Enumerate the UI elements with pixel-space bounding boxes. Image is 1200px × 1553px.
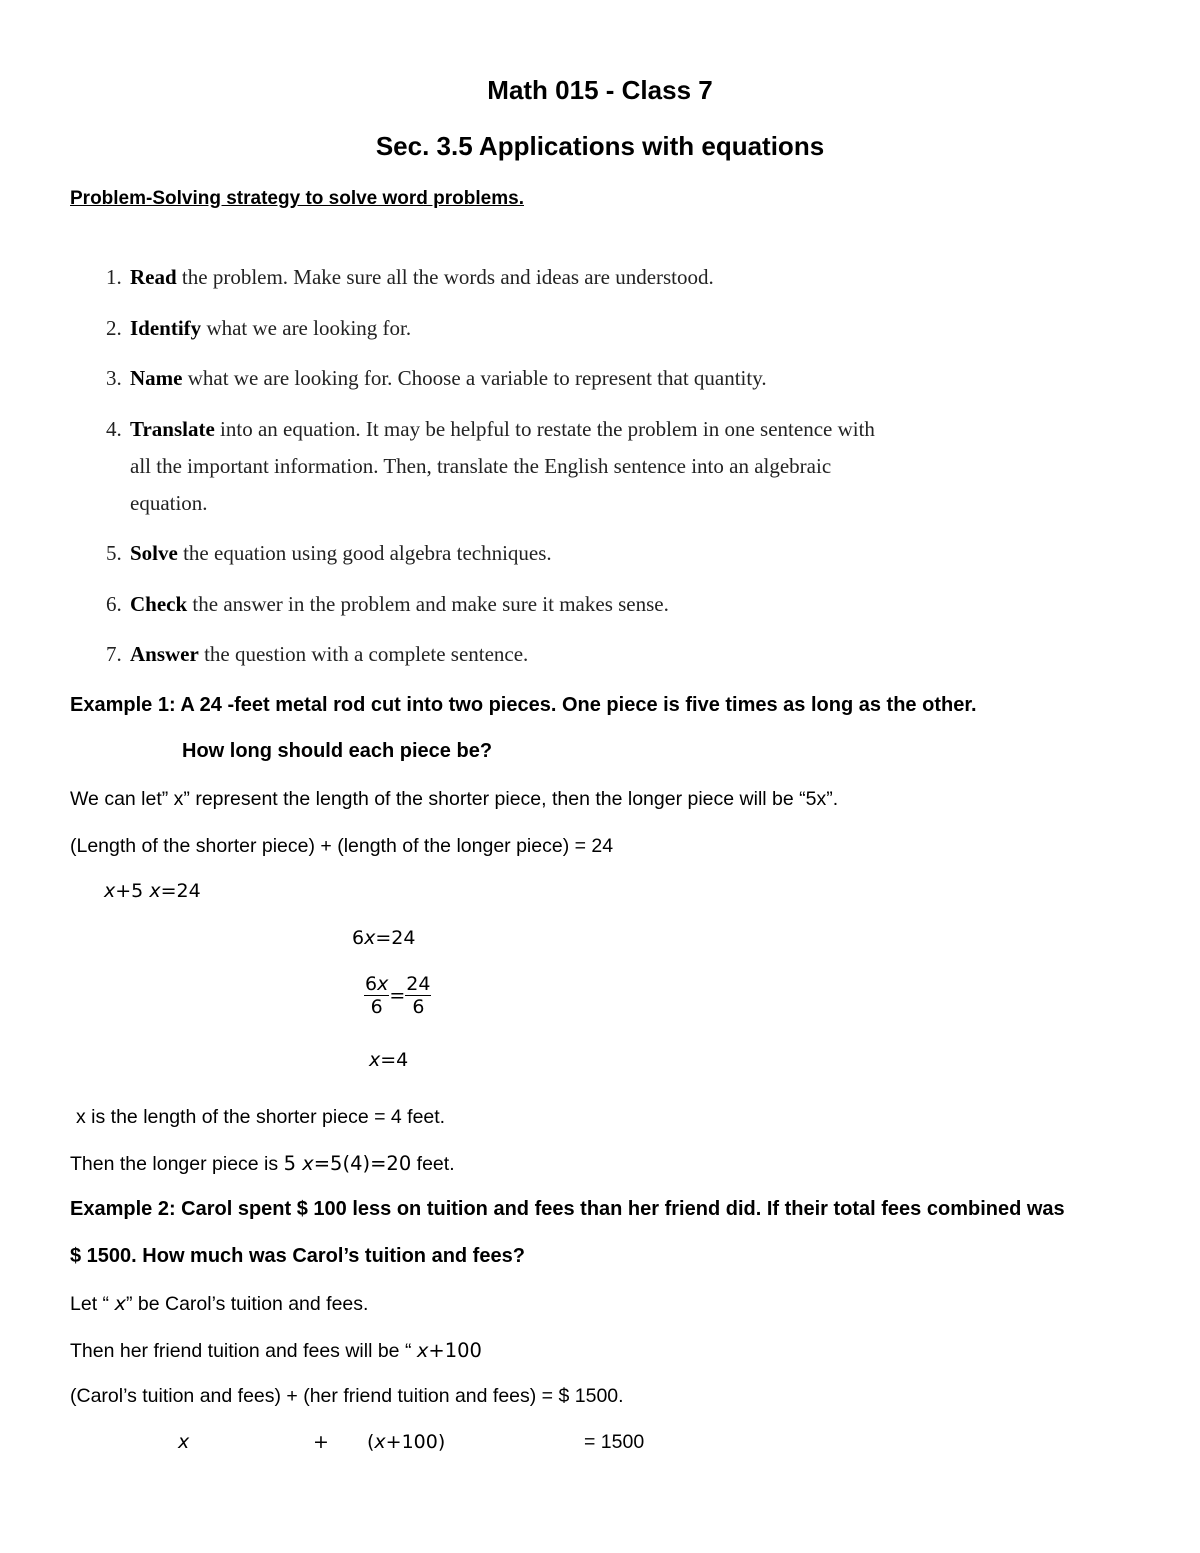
fraction-left: $\frac{6x}{6}$ xyxy=(365,973,389,1018)
section-title: Sec. 3.5 Applications with equations xyxy=(375,131,825,161)
example-1-conclusion-1: x is the length of the shorter piece = 4 feet. xyxy=(76,1106,446,1128)
strategy-step-4-line3: equation. xyxy=(130,491,208,515)
example-1-title: Example 1: A 24 -feet metal rod cut into two pieces. One piece is five times as long as the other. xyxy=(70,694,977,716)
example-2-setup: (Carol’s tuition and fees) + (her friend tuition and fees) = $ 1500. xyxy=(70,1385,624,1407)
example-1-setup: (Length of the shorter piece) + (length of the longer piece) = 24 xyxy=(70,835,614,857)
example-2-let-statement: Let “ x” be Carol’s tuition and fees. xyxy=(70,1292,369,1315)
example-1-equation-1: x+5 x=24 xyxy=(104,880,201,902)
strategy-step-1: 1. Read the problem. Make sure all the words and ideas are understood. xyxy=(106,265,714,289)
strategy-heading: Problem-Solving strategy to solve word problems. xyxy=(70,188,524,209)
example-1-equation-4: x=4 xyxy=(369,1049,409,1071)
example-2-title: Example 2: Carol spent $ 100 less on tuition and fees than her friend did. If their total fees combined was xyxy=(70,1198,1065,1220)
example-2-equation-result: = 1500 xyxy=(584,1431,645,1453)
example-1-equation-3: $\frac{6x}{6}$ = $\frac{24}{6}$ xyxy=(365,973,431,1018)
strategy-step-4: 4. Translate into an equation. It may be helpful to restate the problem in one sentence with xyxy=(106,417,875,441)
example-1-equation-2: 6x=24 xyxy=(352,927,416,949)
example-1-conclusion-2: Then the longer piece is 5 x=5(4)=20 feet. xyxy=(70,1152,455,1175)
strategy-step-3: 3. Name what we are looking for. Choose a variable to represent that quantity. xyxy=(106,366,767,390)
page-title: Math 015 - Class 7 xyxy=(487,75,713,105)
strategy-step-7: 7. Answer the question with a complete sentence. xyxy=(106,642,529,666)
example-2-equation-friend: (x+100) xyxy=(367,1431,446,1453)
strategy-step-6: 6. Check the answer in the problem and make sure it makes sense. xyxy=(106,592,669,616)
strategy-step-5: 5. Solve the equation using good algebra techniques. xyxy=(106,541,552,565)
example-2-friend-statement: Then her friend tuition and fees will be “ x+100 xyxy=(70,1339,482,1362)
example-2-question: $ 1500. How much was Carol’s tuition and fees? xyxy=(70,1245,525,1267)
example-2-equation-x: x xyxy=(178,1431,190,1453)
strategy-step-4-line2: all the important information. Then, translate the English sentence into an algebraic xyxy=(130,454,832,478)
example-2-equation-plus: + xyxy=(313,1431,329,1453)
example-1-let-statement: We can let” x” represent the length of the shorter piece, then the longer piece will be “5x”. xyxy=(70,788,839,810)
example-1-question: How long should each piece be? xyxy=(182,740,493,762)
strategy-step-2: 2. Identify what we are looking for. xyxy=(106,316,412,340)
fraction-right: $\frac{24}{6}$ xyxy=(406,973,431,1018)
